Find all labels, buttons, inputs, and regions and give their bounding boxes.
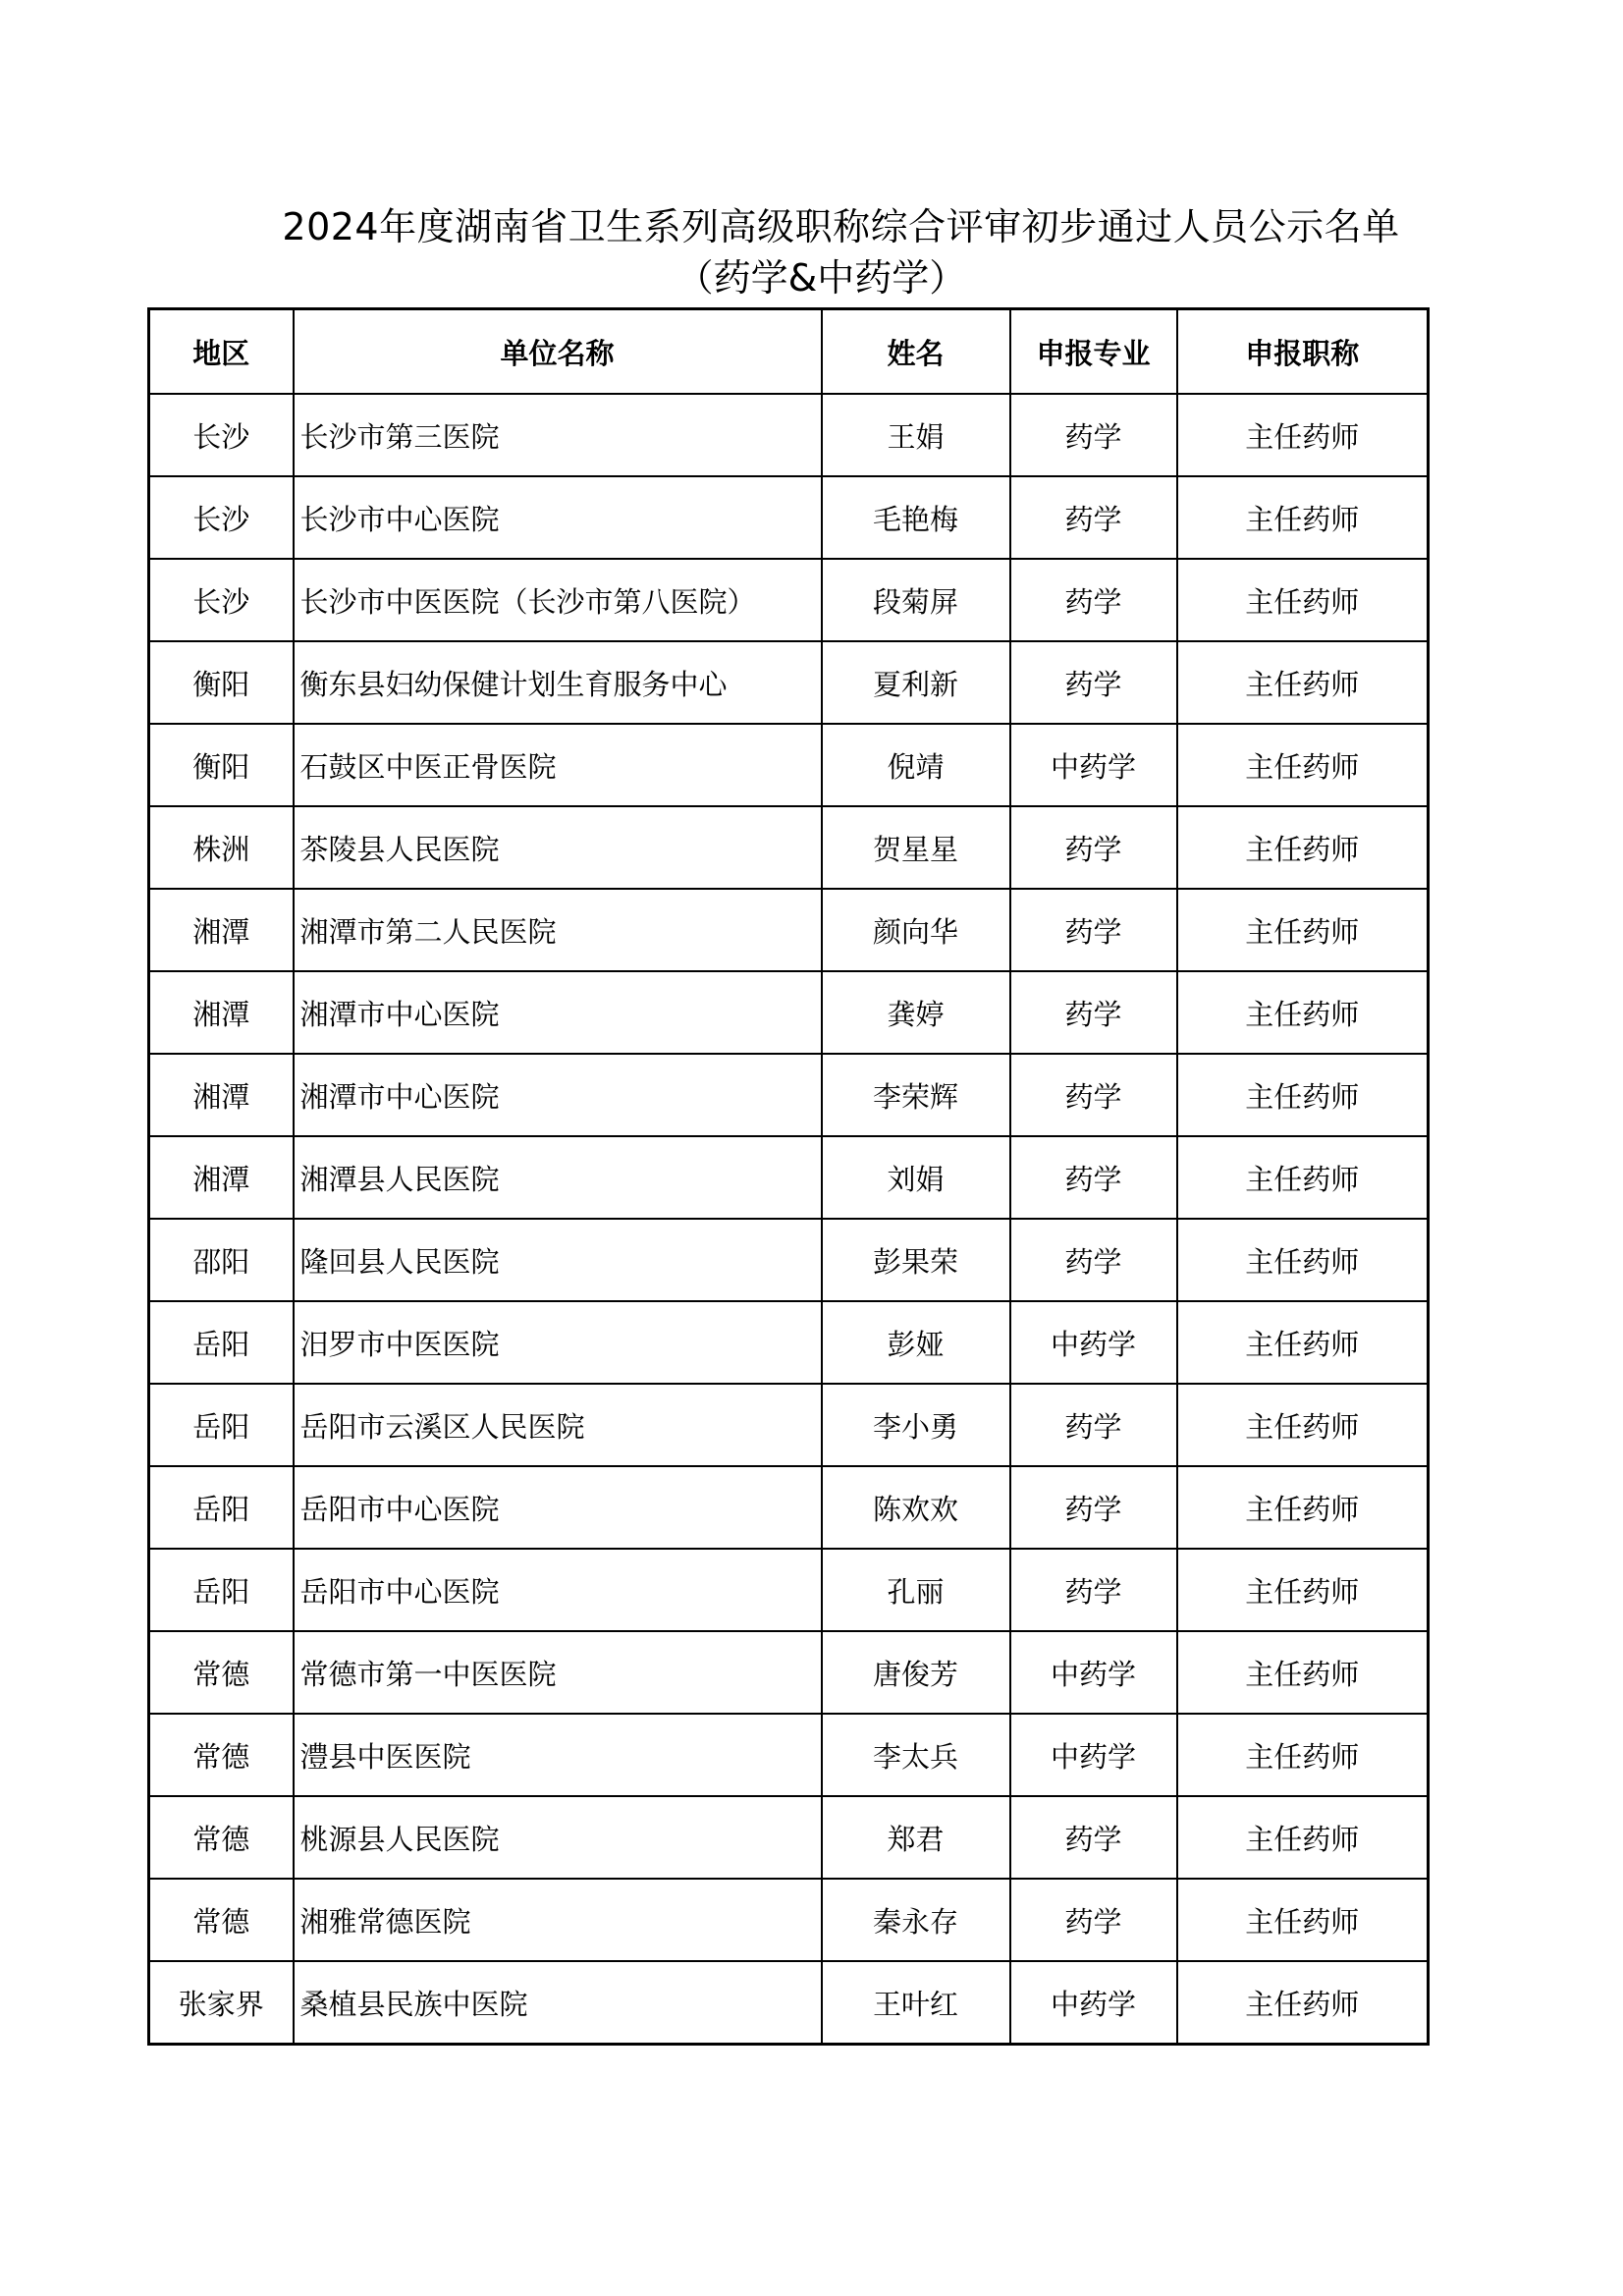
- cell-unit: 桃源县人民医院: [294, 1796, 822, 1879]
- header-unit: 单位名称: [294, 309, 822, 395]
- cell-unit: 衡东县妇幼保健计划生育服务中心: [294, 641, 822, 724]
- title-main: 2024年度湖南省卫生系列高级职称综合评审初步通过人员公示名单: [282, 205, 1400, 248]
- cell-specialty: 药学: [1010, 1466, 1177, 1549]
- cell-name: 刘娟: [822, 1136, 1010, 1219]
- cell-unit: 汨罗市中医医院: [294, 1301, 822, 1384]
- cell-title: 主任药师: [1177, 724, 1429, 806]
- cell-unit: 岳阳市云溪区人民医院: [294, 1384, 822, 1466]
- cell-specialty: 药学: [1010, 889, 1177, 971]
- cell-title: 主任药师: [1177, 1136, 1429, 1219]
- table-row: [149, 394, 1429, 476]
- cell-unit: 长沙市中医医院（长沙市第八医院）: [294, 559, 822, 641]
- cell-region: 湘潭: [149, 889, 294, 971]
- cell-region: 常德: [149, 1879, 294, 1961]
- cell-name: 贺星星: [822, 806, 1010, 889]
- cell-name: 李太兵: [822, 1714, 1010, 1796]
- cell-unit: 澧县中医医院: [294, 1714, 822, 1796]
- header-region: 地区: [149, 309, 294, 395]
- title-subtitle: （药学&中药学）: [676, 256, 967, 300]
- table-row: [149, 559, 1429, 641]
- table-body: [149, 394, 1429, 2045]
- table-row: [149, 724, 1429, 806]
- cell-region: 岳阳: [149, 1301, 294, 1384]
- cell-name: 毛艳梅: [822, 476, 1010, 559]
- cell-region: 长沙: [149, 476, 294, 559]
- cell-unit: 湘潭市中心医院: [294, 1054, 822, 1136]
- cell-name: 彭娅: [822, 1301, 1010, 1384]
- cell-title: 主任药师: [1177, 1219, 1429, 1301]
- cell-region: 常德: [149, 1796, 294, 1879]
- document-title: [0, 201, 1623, 303]
- cell-unit: 湘潭市第二人民医院: [294, 889, 822, 971]
- cell-specialty: 药学: [1010, 1219, 1177, 1301]
- cell-unit: 长沙市第三医院: [294, 394, 822, 476]
- cell-unit: 隆回县人民医院: [294, 1219, 822, 1301]
- table-row: [149, 1631, 1429, 1714]
- cell-name: 夏利新: [822, 641, 1010, 724]
- cell-unit: 茶陵县人民医院: [294, 806, 822, 889]
- cell-title: 主任药师: [1177, 889, 1429, 971]
- cell-region: 衡阳: [149, 724, 294, 806]
- cell-specialty: 药学: [1010, 1879, 1177, 1961]
- cell-region: 岳阳: [149, 1384, 294, 1466]
- cell-region: 湘潭: [149, 1136, 294, 1219]
- table-row: [149, 806, 1429, 889]
- cell-unit: 桑植县民族中医院: [294, 1961, 822, 2045]
- cell-region: 邵阳: [149, 1219, 294, 1301]
- cell-unit: 岳阳市中心医院: [294, 1549, 822, 1631]
- table-row: [149, 1961, 1429, 2045]
- cell-unit: 岳阳市中心医院: [294, 1466, 822, 1549]
- cell-region: 岳阳: [149, 1549, 294, 1631]
- cell-region: 湘潭: [149, 1054, 294, 1136]
- cell-title: 主任药师: [1177, 1631, 1429, 1714]
- cell-specialty: 中药学: [1010, 1961, 1177, 2045]
- cell-region: 岳阳: [149, 1466, 294, 1549]
- cell-title: 主任药师: [1177, 1796, 1429, 1879]
- cell-title: 主任药师: [1177, 1549, 1429, 1631]
- table-row: [149, 1054, 1429, 1136]
- cell-specialty: 药学: [1010, 1136, 1177, 1219]
- cell-specialty: 药学: [1010, 806, 1177, 889]
- table-row: [149, 476, 1429, 559]
- cell-name: 龚婷: [822, 971, 1010, 1054]
- cell-title: 主任药师: [1177, 1961, 1429, 2045]
- table-row: [149, 1796, 1429, 1879]
- cell-title: 主任药师: [1177, 394, 1429, 476]
- cell-specialty: 药学: [1010, 1384, 1177, 1466]
- cell-unit: 湘潭市中心医院: [294, 971, 822, 1054]
- table-row: [149, 1136, 1429, 1219]
- cell-name: 李小勇: [822, 1384, 1010, 1466]
- cell-name: 李荣辉: [822, 1054, 1010, 1136]
- cell-specialty: 药学: [1010, 641, 1177, 724]
- cell-region: 常德: [149, 1631, 294, 1714]
- table-row: [149, 1714, 1429, 1796]
- cell-name: 郑君: [822, 1796, 1010, 1879]
- cell-title: 主任药师: [1177, 1466, 1429, 1549]
- cell-name: 彭果荣: [822, 1219, 1010, 1301]
- cell-region: 常德: [149, 1714, 294, 1796]
- cell-specialty: 药学: [1010, 476, 1177, 559]
- cell-name: 孔丽: [822, 1549, 1010, 1631]
- cell-title: 主任药师: [1177, 806, 1429, 889]
- cell-region: 衡阳: [149, 641, 294, 724]
- cell-specialty: 药学: [1010, 1549, 1177, 1631]
- cell-title: 主任药师: [1177, 1054, 1429, 1136]
- cell-unit: 长沙市中心医院: [294, 476, 822, 559]
- table-row: [149, 641, 1429, 724]
- cell-title: 主任药师: [1177, 641, 1429, 724]
- cell-region: 湘潭: [149, 971, 294, 1054]
- cell-title: 主任药师: [1177, 476, 1429, 559]
- cell-name: 唐俊芳: [822, 1631, 1010, 1714]
- cell-unit: 常德市第一中医医院: [294, 1631, 822, 1714]
- cell-specialty: 药学: [1010, 394, 1177, 476]
- header-specialty: 申报专业: [1010, 309, 1177, 395]
- table-row: [149, 1301, 1429, 1384]
- cell-title: 主任药师: [1177, 1301, 1429, 1384]
- cell-specialty: 药学: [1010, 1054, 1177, 1136]
- cell-specialty: 中药学: [1010, 1301, 1177, 1384]
- table-row: [149, 889, 1429, 971]
- table-header-row: [149, 309, 1429, 395]
- table-row: [149, 971, 1429, 1054]
- cell-specialty: 中药学: [1010, 724, 1177, 806]
- table-row: [149, 1466, 1429, 1549]
- roster-table: [147, 307, 1430, 2046]
- cell-unit: 湘雅常德医院: [294, 1879, 822, 1961]
- cell-region: 株洲: [149, 806, 294, 889]
- cell-name: 王娟: [822, 394, 1010, 476]
- header-name: 姓名: [822, 309, 1010, 395]
- cell-unit: 湘潭县人民医院: [294, 1136, 822, 1219]
- cell-name: 倪靖: [822, 724, 1010, 806]
- cell-specialty: 中药学: [1010, 1631, 1177, 1714]
- cell-specialty: 药学: [1010, 1796, 1177, 1879]
- cell-title: 主任药师: [1177, 1384, 1429, 1466]
- cell-title: 主任药师: [1177, 971, 1429, 1054]
- cell-name: 陈欢欢: [822, 1466, 1010, 1549]
- header-title: 申报职称: [1177, 309, 1429, 395]
- table-row: [149, 1384, 1429, 1466]
- cell-specialty: 药学: [1010, 971, 1177, 1054]
- table-row: [149, 1219, 1429, 1301]
- cell-specialty: 中药学: [1010, 1714, 1177, 1796]
- cell-name: 王叶红: [822, 1961, 1010, 2045]
- cell-name: 段菊屏: [822, 559, 1010, 641]
- cell-region: 长沙: [149, 559, 294, 641]
- cell-specialty: 药学: [1010, 559, 1177, 641]
- cell-name: 颜向华: [822, 889, 1010, 971]
- cell-region: 长沙: [149, 394, 294, 476]
- cell-title: 主任药师: [1177, 1714, 1429, 1796]
- cell-title: 主任药师: [1177, 1879, 1429, 1961]
- cell-name: 秦永存: [822, 1879, 1010, 1961]
- table-row: [149, 1549, 1429, 1631]
- cell-unit: 石鼓区中医正骨医院: [294, 724, 822, 806]
- cell-region: 张家界: [149, 1961, 294, 2045]
- table-row: [149, 1879, 1429, 1961]
- cell-title: 主任药师: [1177, 559, 1429, 641]
